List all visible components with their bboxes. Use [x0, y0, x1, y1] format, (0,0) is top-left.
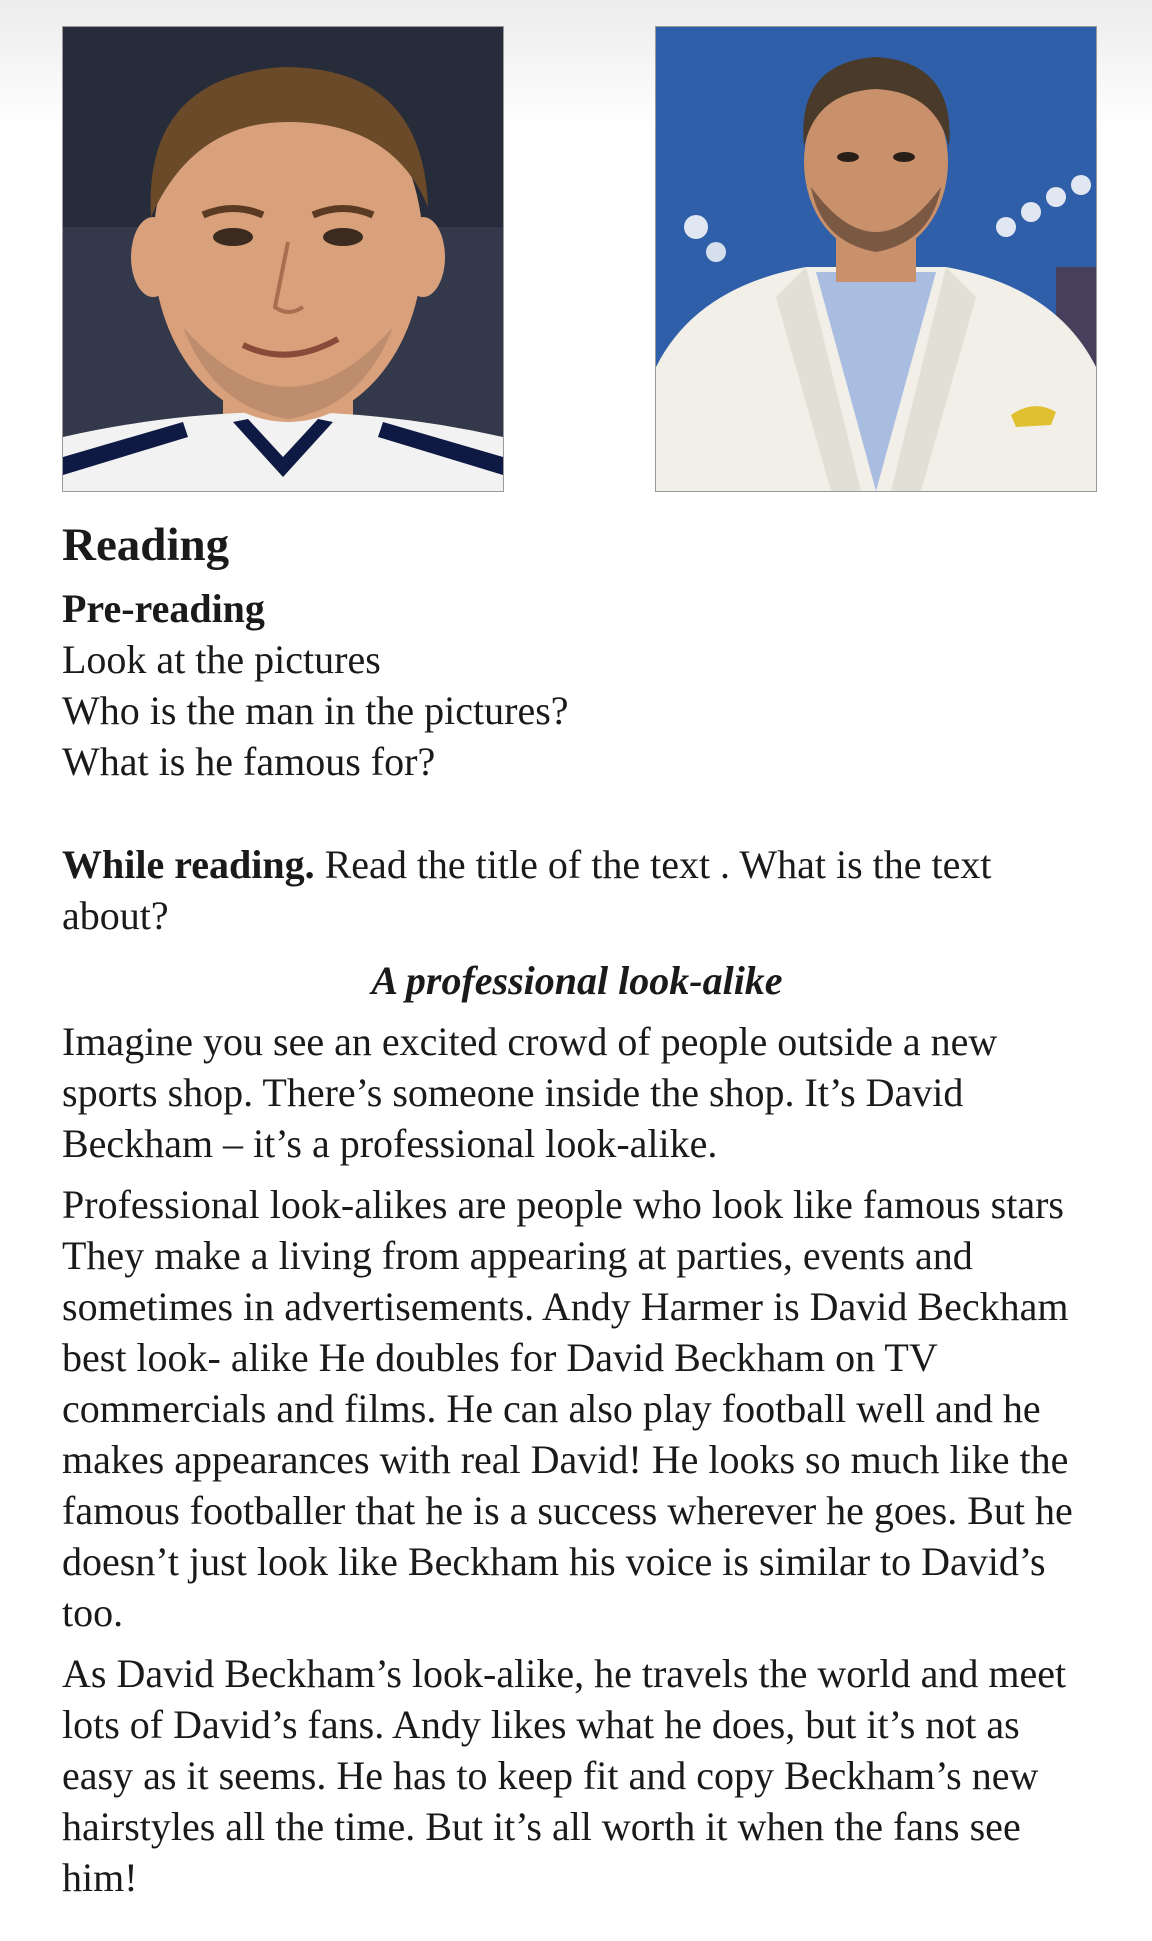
paragraph-line: best look- alike He doubles for David Beckham on TV: [62, 1335, 938, 1380]
paragraph-line: Imagine you see an excited crowd of people outside a new: [62, 1019, 998, 1064]
pre-reading-line: Look at the pictures: [62, 637, 381, 682]
paragraph-line: makes appearances with real David! He looks so much like the: [62, 1437, 1069, 1482]
while-reading-text: Read the title of the text . What is the text about?: [62, 842, 992, 938]
portrait-photo-left: [62, 26, 504, 492]
paragraph-line: sometimes in advertisements. Andy Harmer is David Beckham: [62, 1284, 1069, 1329]
paragraph-line: him!: [62, 1855, 138, 1900]
pre-reading-line: Who is the man in the pictures?: [62, 688, 569, 733]
paragraph-line: hairstyles all the time. But it’s all worth it when the fans see: [62, 1804, 1021, 1849]
paragraph-line: As David Beckham’s look-alike, he travels the world and meet: [62, 1651, 1067, 1696]
pre-reading-line: What is he famous for?: [62, 739, 436, 784]
section-heading: Reading: [62, 519, 230, 571]
paragraph-line: easy as it seems. He has to keep fit and copy Beckham’s new: [62, 1753, 1039, 1798]
article-paragraph: [62, 1648, 1152, 1903]
paragraph-line: They make a living from appearing at parties, events and: [62, 1233, 973, 1278]
while-reading-instruction: [62, 839, 1082, 941]
paragraph-line: doesn’t just look like Beckham his voice is similar to David’s: [62, 1539, 1046, 1584]
portrait-photo-right: [655, 26, 1097, 492]
article-paragraph: [62, 1016, 1152, 1169]
paragraph-line: famous footballer that he is a success wherever he goes. But he: [62, 1488, 1073, 1533]
paragraph-line: lots of David’s fans. Andy likes what he does, but it’s not as: [62, 1702, 1020, 1747]
paragraph-line: Professional look-alikes are people who look like famous stars: [62, 1182, 1064, 1227]
article-paragraph: [62, 1179, 1152, 1638]
paragraph-line: commercials and films. He can also play football well and he: [62, 1386, 1041, 1431]
article-title: A professional look-alike: [371, 958, 783, 1003]
reading-section: [62, 515, 1152, 1913]
while-reading-label: While reading.: [62, 842, 315, 887]
pre-reading-heading: Pre-reading: [62, 586, 265, 631]
paragraph-line: too.: [62, 1590, 124, 1635]
paragraph-line: sports shop. There’s someone inside the shop. It’s David: [62, 1070, 964, 1115]
paragraph-line: Beckham – it’s a professional look-alike.: [62, 1121, 718, 1166]
